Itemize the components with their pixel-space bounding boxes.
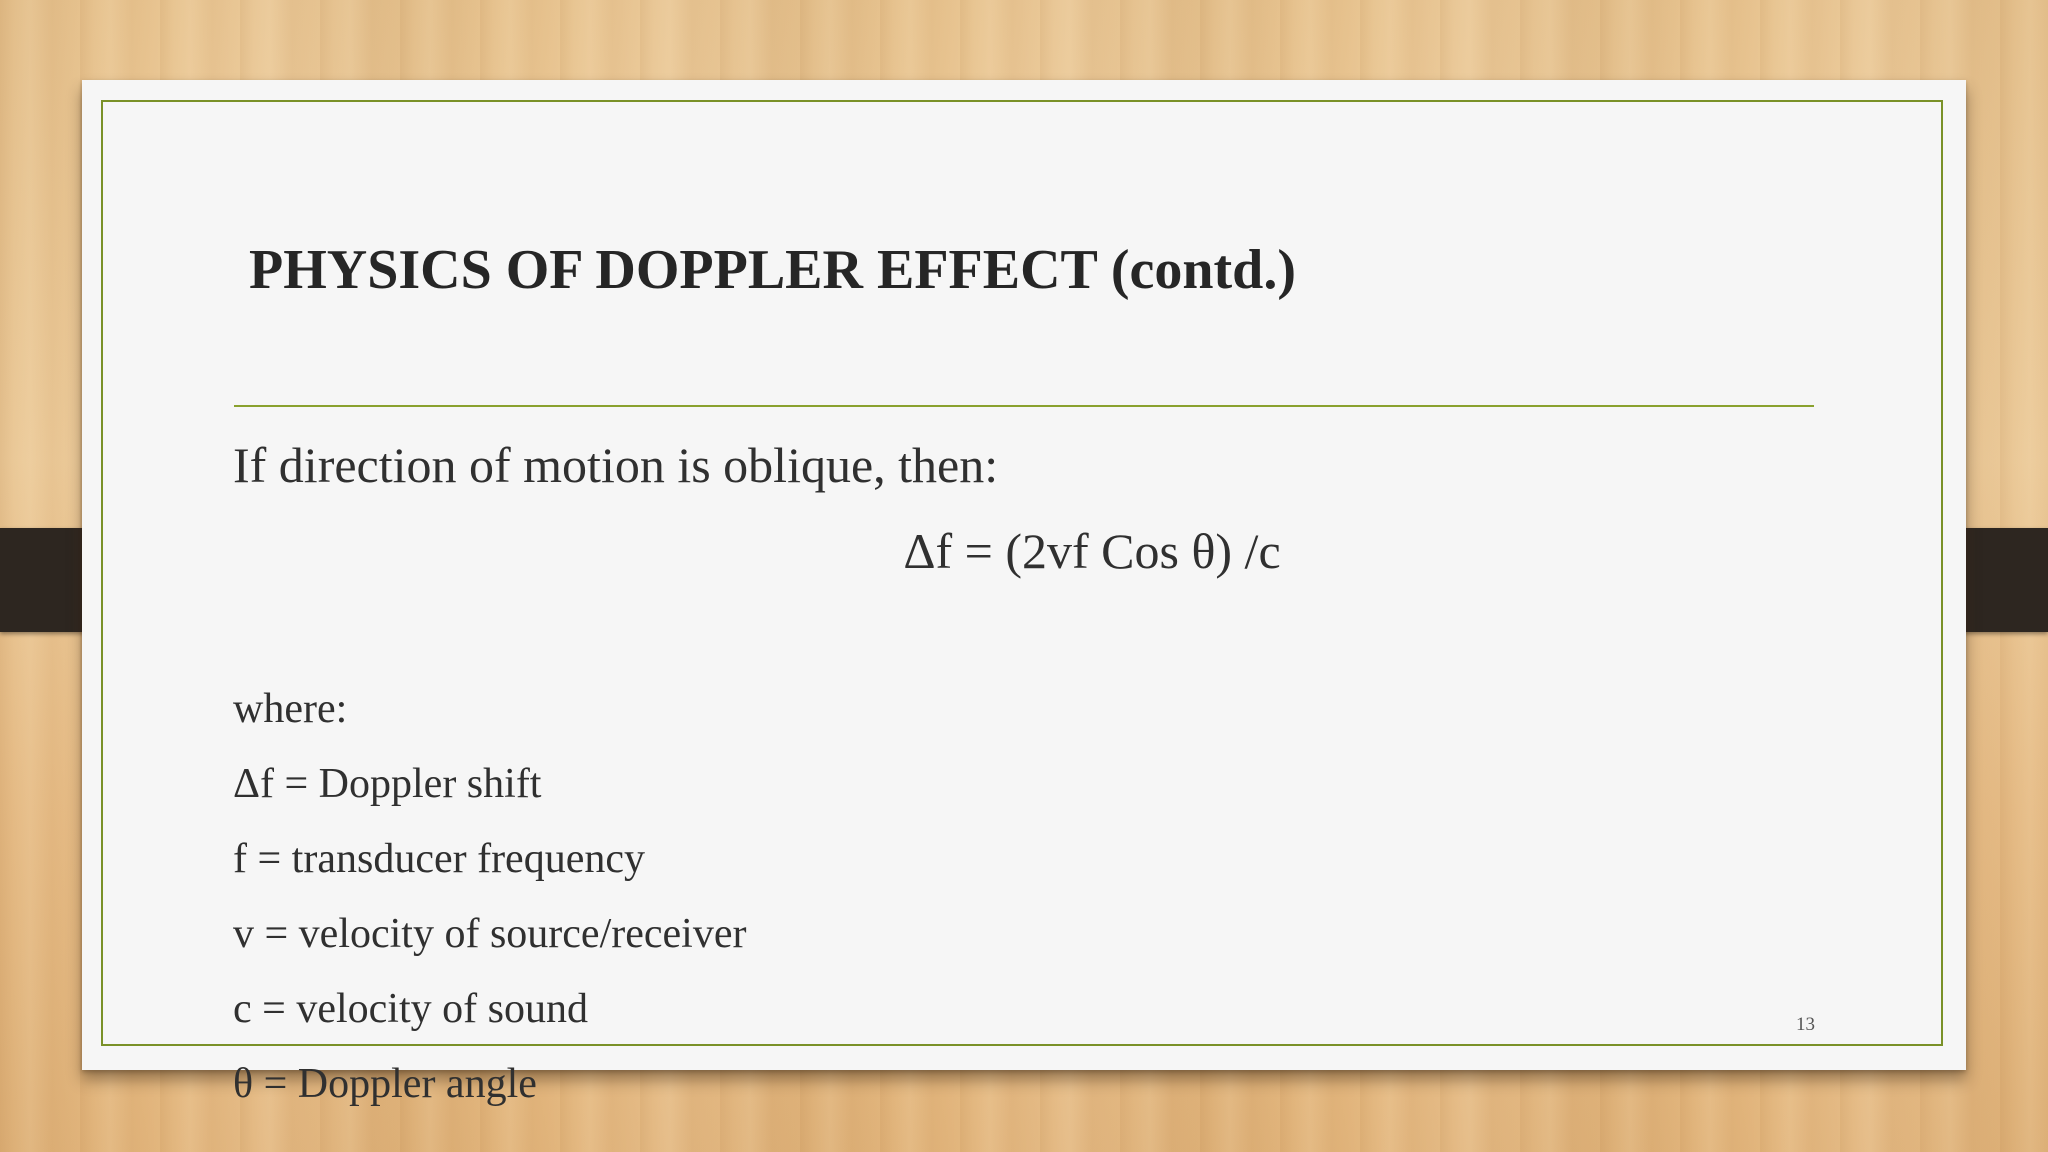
definition-doppler-angle: θ = Doppler angle [233, 1061, 537, 1107]
doppler-formula: Δf = (2vf Cos θ) /c [903, 523, 1281, 579]
definition-doppler-shift: Δf = Doppler shift [233, 761, 542, 807]
definition-velocity-sound: c = velocity of sound [233, 986, 588, 1032]
page-number: 13 [1796, 1014, 1815, 1035]
definition-transducer-frequency: f = transducer frequency [233, 836, 645, 882]
slide [82, 80, 1966, 1107]
intro-text: If direction of motion is oblique, then: [233, 437, 999, 493]
definition-list [233, 684, 746, 1134]
definition-velocity-source: v = velocity of source/receiver [233, 911, 747, 957]
definition-where: where: [233, 686, 348, 732]
title-divider [234, 405, 1814, 407]
slide-title: PHYSICS OF DOPPLER EFFECT (contd.) [249, 239, 1296, 301]
